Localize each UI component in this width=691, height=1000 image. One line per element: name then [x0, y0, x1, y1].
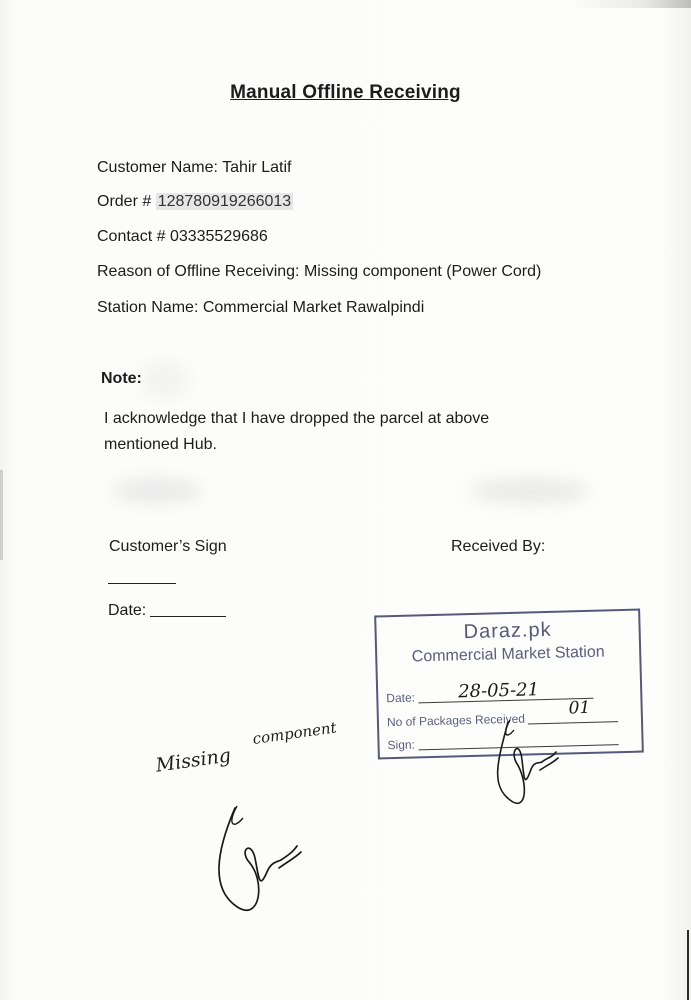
handwritten-word-component: component [251, 718, 338, 748]
stamp-sign-label: Sign: [387, 737, 416, 753]
handwritten-word-missing: Missing [154, 744, 233, 777]
received-by-label: Received By: [451, 538, 546, 555]
paper-edge-top [571, 0, 691, 8]
reason-row [97, 263, 541, 281]
stamp-date-label: Date: [386, 690, 416, 706]
date-label: Date: [108, 602, 147, 619]
contact-number-label: Contact # [97, 228, 166, 245]
customer-name-value: Tahir Latif [222, 159, 292, 176]
scan-smudge [140, 360, 190, 400]
scan-smudge [112, 478, 202, 504]
stamp-packages-value: 01 [568, 697, 591, 719]
receiver-signature [480, 700, 570, 820]
contact-number-row [97, 228, 268, 246]
order-number-value: 128780919266013 [157, 193, 292, 210]
reason-label: Reason of Offline Receiving: [97, 263, 300, 280]
page-title: Manual Offline Receiving [230, 82, 461, 103]
note-text: I acknowledge that I have dropped the parcel at above mentioned Hub. [104, 410, 490, 453]
customer-name-row [97, 159, 291, 177]
stamp-brand: Daraz.pk [463, 618, 552, 644]
paper-edge-left [0, 470, 3, 560]
station-name-label: Station Name: [97, 299, 199, 316]
customer-name-label: Customer Name: [97, 159, 218, 176]
stamp-station: Commercial Market Station [411, 643, 605, 666]
date-line [150, 616, 226, 617]
station-name-row [97, 299, 424, 317]
stamp-packages-label: No of Packages Received [386, 711, 526, 730]
scan-smudge [470, 478, 590, 504]
contact-number-value: 03335529686 [169, 228, 268, 245]
customer-signature [205, 800, 315, 920]
customer-sign-label: Customer’s Sign [109, 538, 227, 555]
station-name-value: Commercial Market Rawalpindi [202, 299, 425, 316]
reason-value: Missing component (Power Cord) [303, 263, 542, 280]
order-number-row [97, 193, 293, 211]
paper-edge-right [687, 930, 689, 1000]
stamp-date-value: 28-05-21 [457, 679, 540, 703]
note-label: Note: [101, 370, 142, 387]
date-row [108, 602, 226, 620]
customer-sign-line [108, 583, 176, 584]
handwritten-note [154, 718, 339, 777]
order-number-label: Order # [97, 193, 152, 210]
